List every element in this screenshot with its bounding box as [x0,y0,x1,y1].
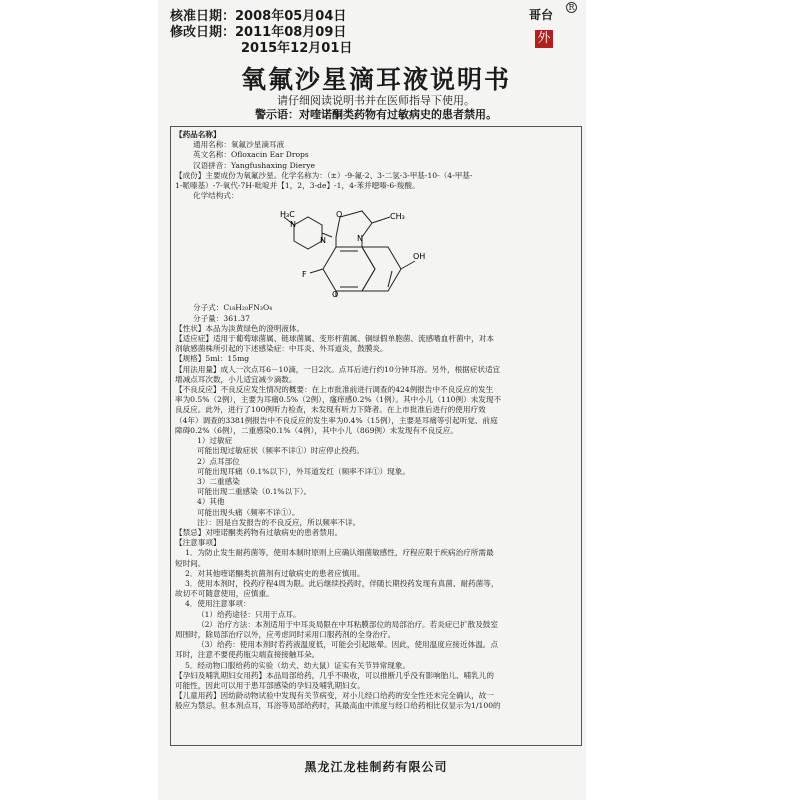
text-line: 【性状】本品为淡黄绿色的澄明液体。 [175,323,305,333]
approval-date-row [170,9,346,25]
text-line: 般应为禁忌。但本剂点耳，耳浴等局部给药时，其最高血中浓度与经口给药相比仅显示为1/100的 [175,701,501,711]
approval-label: 核准日期： [170,9,236,24]
chemical-structure [280,197,430,297]
text-line: 故切不可随意使用，应慎重。 [175,589,274,599]
revision-label: 修改日期： [170,25,236,40]
text-line: 【适应症】适用于葡萄球菌属、链球菌属、变形杆菌属、铜绿假单胞菌、流感嗜血杆菌中，对本 [175,334,494,344]
text-line: 【不良反应】不良反应发生情况的概要：在上市批准前进行调查的424例报告中不良反应的发生 [175,385,494,395]
approval-date: 2008年05月04日 [235,9,347,24]
text-line: 率为0.5%（2例），主要为耳痛0.5%（2例），瘙痒感0.2%（1例）。其中小儿（110例）未发现不 [175,395,502,405]
text-line: 【药品名称】 [175,130,221,139]
text-line: 良反应。此外，进行了100例听力检查，未发现有听力下降者。在上市批准后进行的使用疗效 [175,405,486,415]
text-line: 分子量：361.37 [193,313,250,323]
text-line: 4．使用注意事项： [185,599,251,609]
text-line: 汉语拼音：Yangfushaxing Dierye [193,160,315,170]
struct-n1: N [290,220,296,229]
text-line: （1）给药途径：只用于点耳。 [197,609,301,619]
text-line: 耳时，注意不要使药瓶尖端直接接触耳朵。 [175,650,320,660]
text-line: 周围时，除局部治疗以外，应考虑同时采用口服药剂的全身治疗。 [175,629,396,639]
text-line: 3．使用本剂时，投药疗程4周为限。此后继续投药时，伴随长期投药发现有真菌、耐药菌等， [185,578,499,588]
struct-ch3-right: CH₃ [390,212,405,221]
struct-n3: N [357,234,363,243]
text-line: 增减点耳次数，小儿适宜减少滴数。 [175,374,297,384]
text-line: 可能性，因此可以用于患耳部感染的孕妇及哺乳期妇女。 [175,680,365,690]
text-line: 【儿童用药】因幼龄动物试验中发现有关节病变，对小儿经口给药的安全性还未完全确认，故一 [175,691,494,701]
text-line: 4）其他 [197,497,225,507]
text-line: 英文名称：Ofloxacin Ear Drops [193,150,309,160]
text-line: 化学结构式： [193,191,239,201]
text-line: 2．对其他喹诺酮类抗菌剂有过敏病史的患者应慎用。 [185,568,365,578]
warning-text: 警示语：对喹诺酮类药物有过敏病史的患者禁用。 [255,108,497,121]
subtitle: 请仔细阅读说明书并在医师指导下使用。 [277,94,475,107]
struct-oh: OH [413,252,426,261]
text-line: 1-哌嗪基）-7-氧代-7H-吡啶并【1，2，3-de】-1，4-苯并噁嗪-6-羧酸。 [175,181,420,191]
text-line: 可能出现二重感染（0.1%以下）。 [197,487,312,497]
text-line: 分子式：C₁₈H₂₀FN₃O₄ [193,303,273,313]
struct-o-ring: O [336,210,343,219]
revision-date-row [170,25,346,41]
revision-date-1: 2011年08月09日 [235,25,347,40]
text-line: 注）：因是自发报告的不良反应，所以频率不详。 [197,517,361,527]
text-line: （2）治疗方法：本剂适用于中耳炎局限在中耳粘膜部位的局部治疗。若炎症已扩散及鼓室 [197,619,498,629]
struct-o-keto: O [332,290,339,297]
text-line: （4年）调查的3381例报告中不良反应的发生率为0.4%（15例），主要是耳痛等引起听觉、前庭 [175,415,498,425]
text-line: 5．经动物口服给药的实验（幼犬、幼大鼠）证实有关节异常现象。 [185,660,411,670]
text-line: 【注意事项】 [175,538,221,548]
document-title: 氧氟沙星滴耳液说明书 [240,65,511,94]
text-line: 【用法用量】成人一次点耳6－10滴，一日2次。点耳后进行约10分钟耳浴。另外，根据症状适宜 [175,364,501,374]
text-line: 可能出现耳痛（0.1%以下），外耳道发红（频率不详①）现象。 [197,466,410,476]
text-line: 【禁忌】对喹诺酮类药物有过敏病史的患者禁用。 [175,527,343,537]
text-line: 剂敏感菌株所引起的下述感染症：中耳炎、外耳道炎，鼓膜炎。 [175,344,388,354]
text-line: 可能出现头痛（频率不详①）。 [197,507,300,517]
text-line: （3）给药：使用本剂时若药液温度低，可能会引起眩晕。因此，使用温度应接近体温。点 [197,640,498,650]
registered-mark-icon: R [566,2,577,13]
text-line: 1）过敏症 [197,436,233,446]
text-line: 3）二重感染 [197,476,240,486]
text-line: 【规格】5ml：15mg [175,354,250,364]
text-line: 1．为防止发生耐药菌等，使用本制时原则上应确认细菌敏感性，疗程应限于疾病治疗所需最 [185,548,494,558]
text-line: 【成份】主要成份为氧氟沙星。化学名称为：（±）-9-氟-2、3-二氢-3-甲基-10-（4-甲基- [175,170,473,180]
struct-ch3-left: H₃C [280,210,295,219]
text-line: 障碍0.2%（6例），二重感染0.1%（4例），其中小儿（869例）未发现有不良反应。 [175,425,458,435]
external-use-mark: 外 [535,30,553,48]
struct-n2: N [320,236,326,245]
manufacturer-name: 黑龙江龙桂制药有限公司 [304,760,448,774]
text-line: 通用名称：氧氟沙星滴耳液 [193,140,285,150]
brand-logo: 哥台 [529,8,554,22]
text-line: 【孕妇及哺乳期妇女用药】本品局部给药，几乎不吸收，可以推断几乎没有影响胎儿、哺乳儿的 [175,670,494,680]
text-line: 短时间。 [175,558,206,568]
text-line: 2）点耳部位 [197,456,240,466]
struct-fluorine: F [302,270,307,279]
revision-date-2: 2015年12月01日 [241,41,353,56]
text-line: 可能出现过敏症状（频率不详①）时应停止投药。 [197,446,365,456]
